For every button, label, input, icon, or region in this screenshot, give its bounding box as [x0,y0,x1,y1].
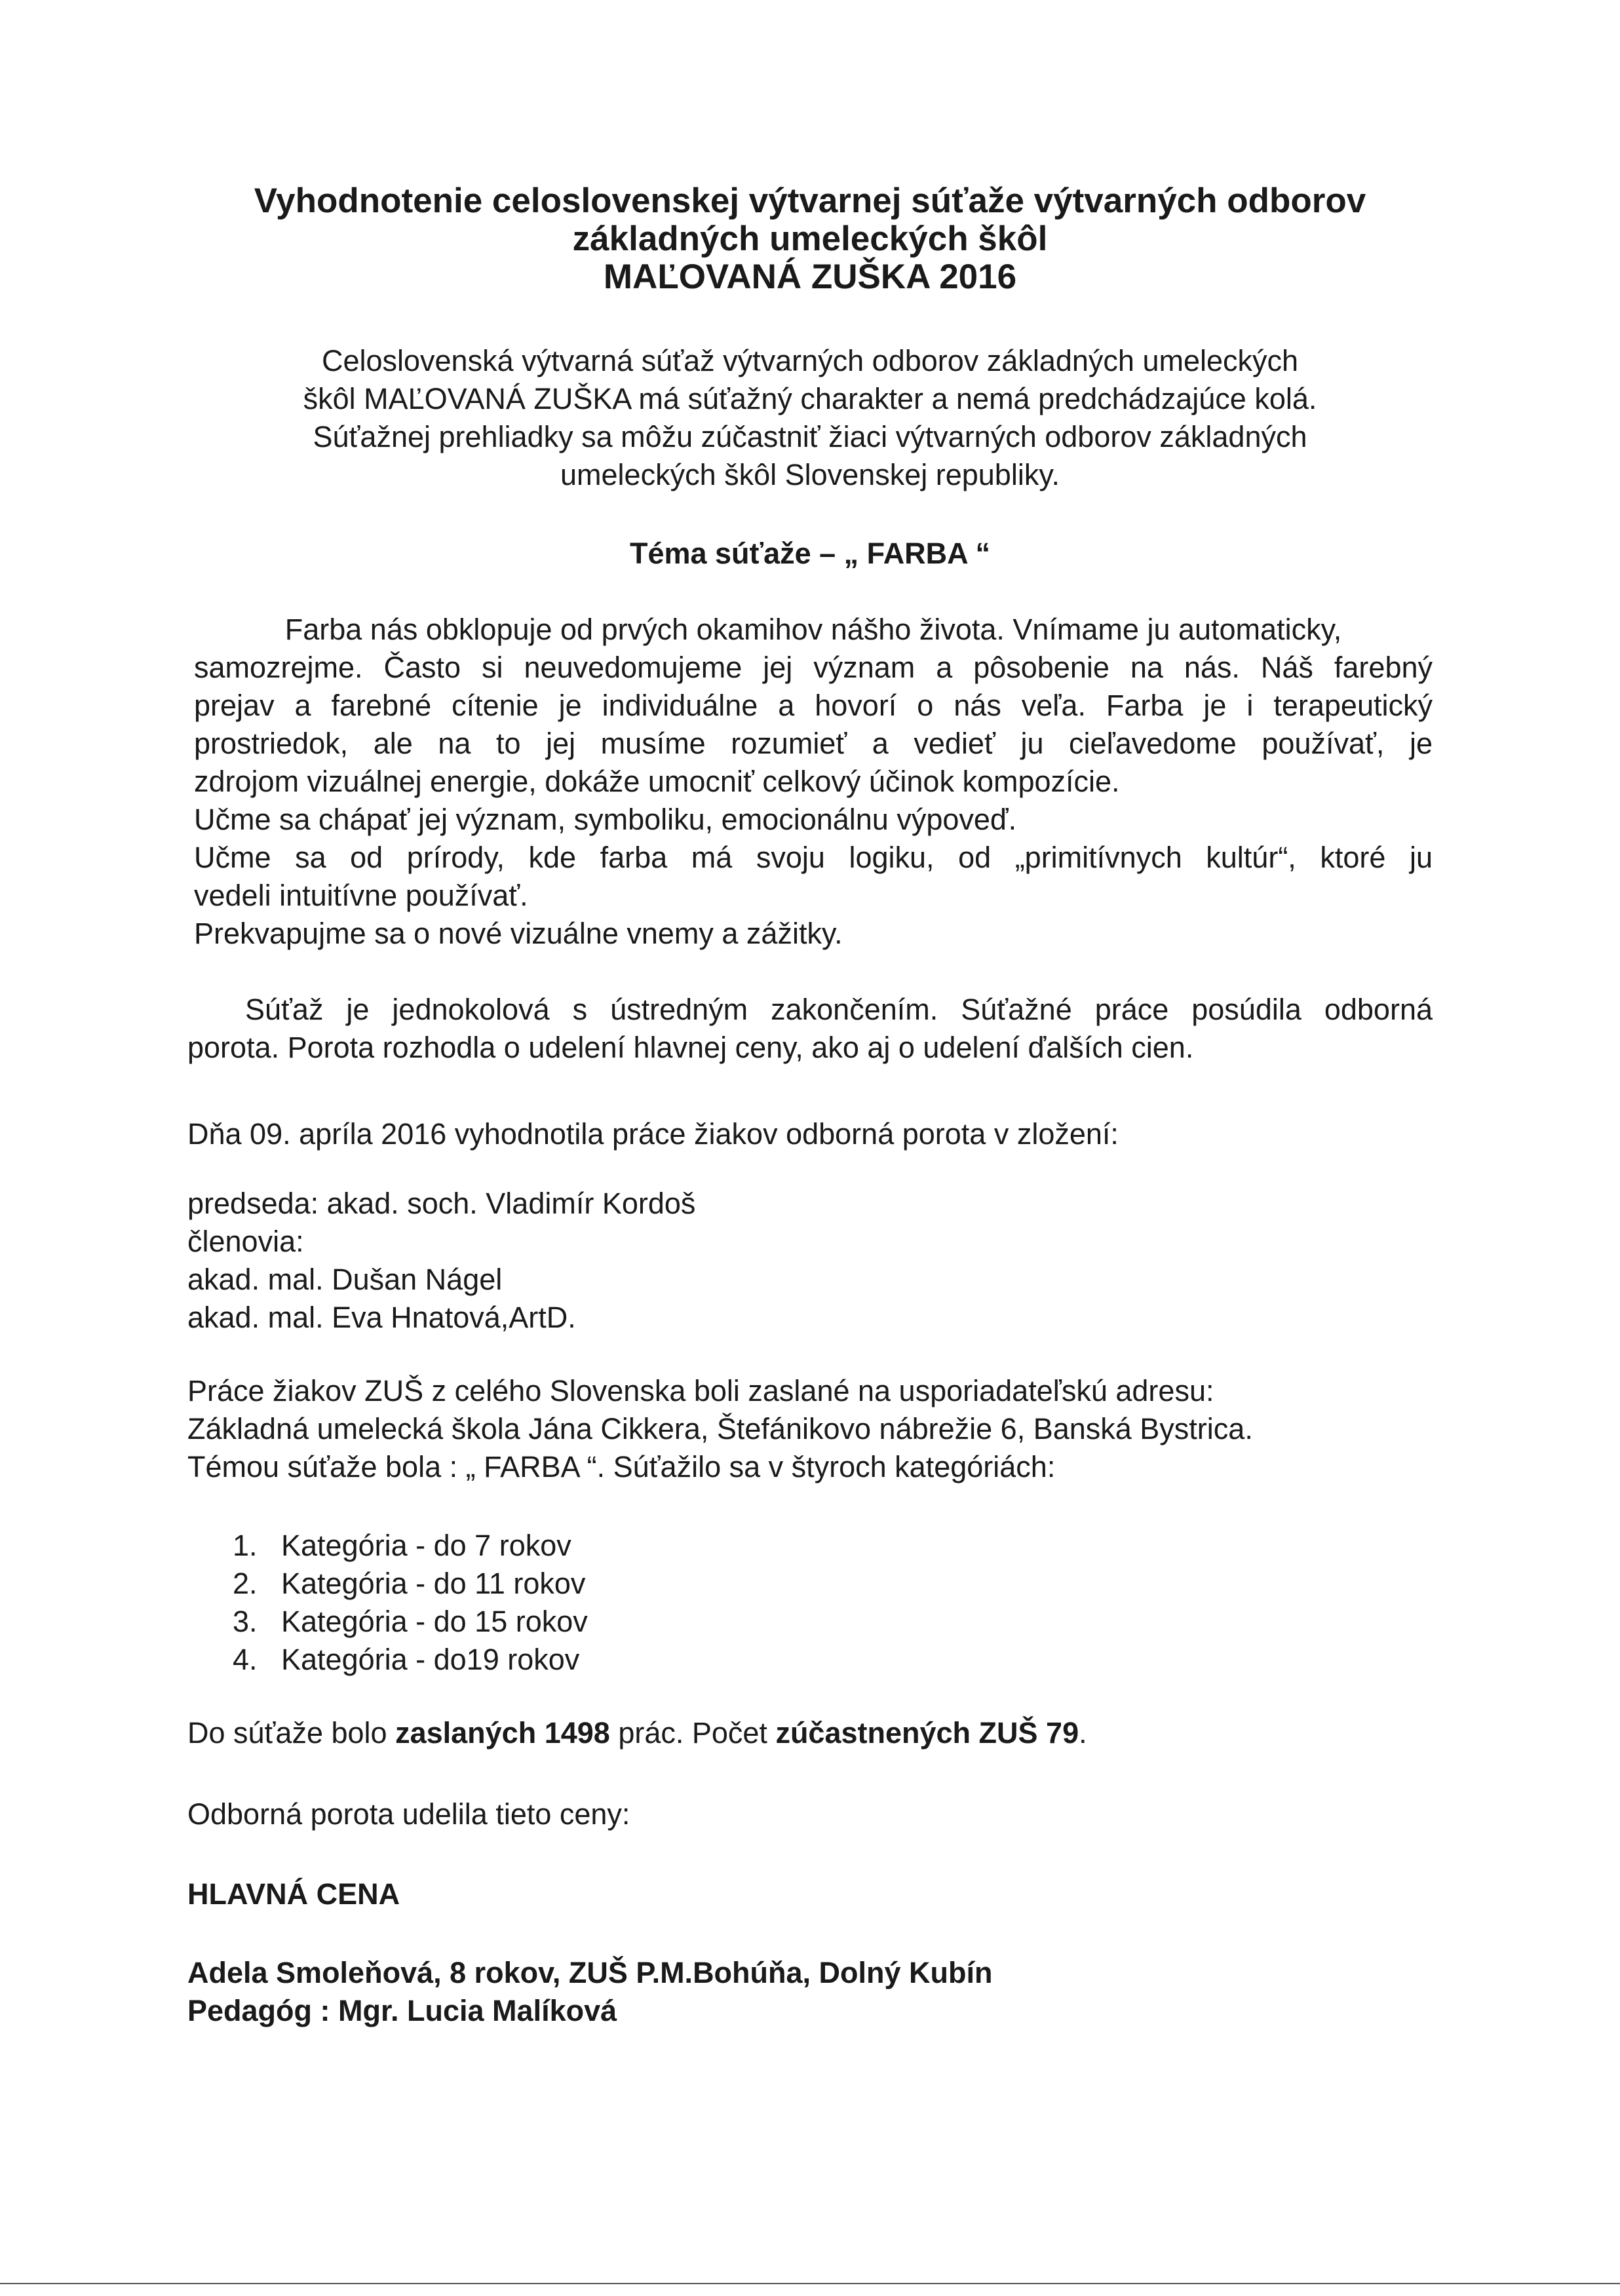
list-item: 2. Kategória - do 11 rokov [233,1567,586,1600]
main-prize-heading: HLAVNÁ CENA [187,1877,400,1911]
intro-line: Celoslovenská výtvarná súťaž výtvarných odborov základných umeleckých [321,344,1299,377]
list-item: 4. Kategória - do19 rokov [233,1643,580,1676]
intro-line: umeleckých škôl Slovenskej republiky. [560,458,1060,491]
theme-line: Učme sa chápať jej význam, symboliku, emocionálnu výpoveď. [194,803,1017,836]
works-line: Témou súťaže bola : „ FARBA “. Súťažilo sa v štyroch kategóriách: [187,1450,1056,1483]
schools-count: zúčastnených ZUŠ 79 [775,1716,1079,1750]
scan-edge-line [0,2283,1620,2284]
intro-line: škôl MAĽOVANÁ ZUŠKA má súťažný charakter a nemá predchádzajúce kolá. [303,382,1317,415]
competition-paragraph [187,991,1433,1067]
theme-line: Prekvapujme sa o nové vizuálne vnemy a zážitky. [194,917,843,950]
title-line-3: MAĽOVANÁ ZUŠKA 2016 [603,258,1017,296]
theme-line: prostriedok, ale na to jej musíme rozumieť a vedieť ju cieľavedome používať, je [194,727,1433,760]
title-line-2: základných umeleckých škôl [572,220,1048,258]
jury-members-label: členovia: [187,1225,304,1258]
theme-line: Učme sa od prírody, kde farba má svoju logiku, od „primitívnych kultúr“, ktoré ju [194,841,1433,874]
theme-line: vedeli intuitívne používať. [194,879,528,912]
theme-paragraph [194,611,1433,953]
jury-list [187,1185,1426,1337]
main-prize-teacher: Pedagóg : Mgr. Lucia Malíková [187,1994,617,2027]
jury-member: akad. mal. Dušan Nágel [187,1263,503,1296]
competition-line: Súťaž je jednokolová s ústredným zakončením. Súťažné práce posúdila odborná [245,993,1433,1026]
competition-line: porota. Porota rozhodla o udelení hlavnej ceny, ako aj o udelení ďalších cien. [187,1031,1194,1064]
theme-line: samozrejme. Často si neuvedomujeme jej význam a pôsobenie na nás. Náš farebný [194,651,1433,684]
works-line: Práce žiakov ZUŠ z celého Slovenska boli zaslané na usporiadateľskú adresu: [187,1374,1214,1407]
stats-line: Do súťaže bolo zaslaných 1498 prác. Počet zúčastnených ZUŠ 79. [187,1716,1087,1750]
category-list [233,1527,588,1679]
list-item: 1. Kategória - do 7 rokov [233,1529,571,1562]
jury-date: Dňa 09. apríla 2016 vyhodnotila práce žiakov odborná porota v zložení: [187,1117,1119,1151]
theme-heading: Téma súťaže – „ FARBA “ [629,537,991,570]
jury-member: akad. mal. Eva Hnatová,ArtD. [187,1301,576,1334]
list-item: 3. Kategória - do 15 rokov [233,1605,588,1638]
theme-line: Farba nás obklopuje od prvých okamihov nášho života. Vnímame ju automaticky, [284,613,1342,646]
main-prize-winner: Adela Smoleňová, 8 rokov, ZUŠ P.M.Bohúňa, Dolný Kubín [187,1956,993,1989]
works-paragraph [187,1372,1426,1486]
theme-line: zdrojom vizuálnej energie, dokáže umocniť celkový účinok kompozície. [194,765,1120,798]
title-line-1: Vyhodnotenie celoslovenskej výtvarnej súťaže výtvarných odborov [254,182,1366,220]
document-title [131,182,1489,296]
sent-count: zaslaných 1498 [395,1716,610,1750]
main-prize-block [187,1954,1426,2030]
jury-chair: predseda: akad. soch. Vladimír Kordoš [187,1187,696,1220]
intro-line: Súťažnej prehliadky sa môžu zúčastniť žiaci výtvarných odborov základných [313,420,1307,453]
intro-paragraph [197,342,1423,494]
works-line: Základná umelecká škola Jána Cikkera, Štefánikovo nábrežie 6, Banská Bystrica. [187,1412,1253,1445]
awards-intro: Odborná porota udelila tieto ceny: [187,1797,630,1831]
theme-line: prejav a farebné cítenie je individuálne a hovorí o nás veľa. Farba je i terapeutický [194,689,1433,722]
